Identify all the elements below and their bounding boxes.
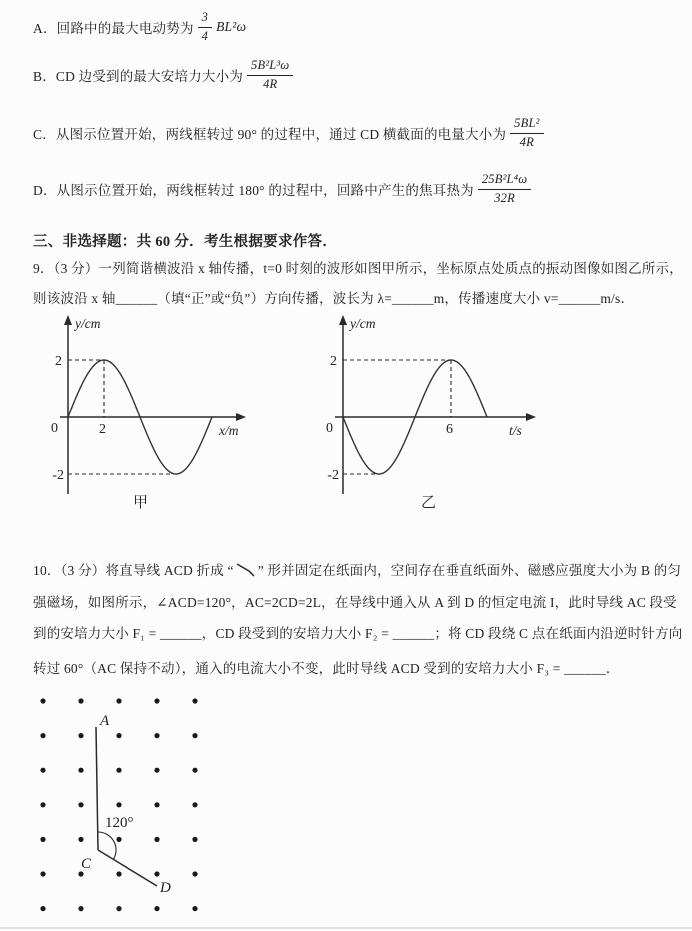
fraction xyxy=(198,10,212,44)
field-dot xyxy=(154,698,159,703)
fraction-numerator: 5B²L³ω xyxy=(247,58,293,76)
angle-value-label: 120° xyxy=(105,815,134,831)
field-dot xyxy=(40,802,45,807)
question9-line2: 则该波沿 x 轴______（填“正”或“负”）方向传播，波长为 λ=______m，传播速度大小 v=______m/s． xyxy=(33,291,635,306)
option-d-text: D．从图示位置开始，两线框转过 180° 的过程中，回路中产生的焦耳热为 xyxy=(33,183,474,199)
field-dot xyxy=(40,837,45,842)
field-dot xyxy=(154,871,159,876)
wave-graph-jia xyxy=(33,312,308,512)
origin-tick: 0 xyxy=(326,421,333,436)
field-dot xyxy=(40,733,45,738)
fraction xyxy=(510,116,543,150)
graph-caption-yi: 乙 xyxy=(421,495,437,511)
y-tick-neg2: -2 xyxy=(52,468,64,483)
option-a-text: A．回路中的最大电动势为 xyxy=(33,21,194,37)
question10-line4: 转过 60°（AC 保持不动），通入的电流大小不变，此时导线 ACD 受到的安培力大小 F₃ = ______． xyxy=(33,661,620,676)
field-dot xyxy=(78,906,83,911)
x-tick-2: 2 xyxy=(99,422,106,437)
question9-line1: 9．（3 分）一列简谐横波沿 x 轴传播，t=0 时刻的波形如图甲所示，坐标原点处质点的振动图像如图乙所示， xyxy=(33,261,683,276)
field-dot xyxy=(116,768,121,773)
field-dot xyxy=(154,837,159,842)
wave-graph-yi xyxy=(313,312,583,512)
y-axis-label: y/cm xyxy=(350,316,376,331)
x-tick-6: 6 xyxy=(446,422,453,437)
x-axis-label: x/m xyxy=(219,423,239,438)
graph-caption-jia: 甲 xyxy=(133,495,149,511)
field-dot xyxy=(192,871,197,876)
bent-wire-icon xyxy=(236,563,256,577)
point-d-label: D xyxy=(160,880,171,896)
point-a-label: A xyxy=(100,713,110,729)
field-dot xyxy=(116,698,121,703)
field-dot xyxy=(78,733,83,738)
option-d-row xyxy=(33,172,535,206)
question10-line1-pre: 10．（3 分）将直导线 ACD 折成 “ xyxy=(33,563,234,578)
option-b-row xyxy=(33,58,297,92)
x-axis-label: t/s xyxy=(509,423,522,438)
field-dot xyxy=(154,802,159,807)
field-dot xyxy=(116,837,121,842)
fraction xyxy=(247,58,293,92)
y-tick-neg2: -2 xyxy=(327,468,339,483)
field-dot xyxy=(116,906,121,911)
fraction-denominator: 4R xyxy=(263,76,278,91)
scan-edge-line xyxy=(0,927,692,929)
field-dot xyxy=(192,733,197,738)
question10-line1 xyxy=(33,559,681,579)
field-dot xyxy=(154,768,159,773)
field-dot xyxy=(192,906,197,911)
field-dot xyxy=(116,733,121,738)
y-tick-2: 2 xyxy=(55,354,62,369)
field-dot xyxy=(78,768,83,773)
field-dot-grid xyxy=(40,698,197,911)
field-dot xyxy=(40,906,45,911)
magnetic-field-diagram xyxy=(25,686,230,930)
y-tick-2: 2 xyxy=(330,354,337,369)
field-dot xyxy=(192,837,197,842)
section-header: 三、非选择题：共 60 分．考生根据要求作答． xyxy=(33,234,338,250)
question10-line1-post: ” 形并固定在纸面内，空间存在垂直纸面外、磁感应强度大小为 B 的匀 xyxy=(257,563,682,578)
fraction xyxy=(478,172,531,206)
x-axis-arrow-icon xyxy=(236,413,246,421)
field-dot xyxy=(192,768,197,773)
field-dot xyxy=(78,698,83,703)
field-dot xyxy=(40,871,45,876)
fraction-denominator: 4R xyxy=(519,134,534,149)
option-b-text: B．CD 边受到的最大安培力大小为 xyxy=(33,69,244,85)
option-a-row xyxy=(33,10,246,44)
field-dot xyxy=(116,871,121,876)
fraction-numerator: 5BL² xyxy=(510,116,543,134)
x-axis-arrow-icon xyxy=(526,413,536,421)
fraction-numerator: 3 xyxy=(198,10,212,28)
question10-line3: 到的安培力大小 F₁ = ______，CD 段受到的安培力大小 F₂ = ______；将 CD 段绕 C 点在纸面内沿逆时针方向 xyxy=(33,626,683,641)
field-dot xyxy=(40,698,45,703)
point-c-label: C xyxy=(81,856,92,872)
field-dot xyxy=(192,802,197,807)
field-dot xyxy=(154,906,159,911)
field-dot xyxy=(78,871,83,876)
fraction-denominator: 4 xyxy=(201,28,209,43)
origin-tick: 0 xyxy=(51,421,58,436)
field-dot xyxy=(78,837,83,842)
fraction-denominator: 32R xyxy=(494,190,515,205)
field-dot xyxy=(154,733,159,738)
wire-segment-cd xyxy=(98,850,157,886)
field-dot xyxy=(78,802,83,807)
option-c-text: C．从图示位置开始，两线框转过 90° 的过程中，通过 CD 横截面的电量大小为 xyxy=(33,127,507,143)
y-axis-arrow-icon xyxy=(64,315,72,325)
question10-line2: 强磁场，如图所示，∠ACD=120°，AC=2CD=2L，在导线中通入从 A 到 D 的恒定电流 I，此时导线 AC 段受 xyxy=(33,595,677,610)
fraction-numerator: 25B²L⁴ω xyxy=(478,172,531,190)
y-axis-label: y/cm xyxy=(75,316,101,331)
option-a-formula-tail: BL²ω xyxy=(216,19,247,35)
option-c-row xyxy=(33,116,548,150)
field-dot xyxy=(116,802,121,807)
field-dot xyxy=(40,768,45,773)
y-axis-arrow-icon xyxy=(339,315,347,325)
field-dot xyxy=(192,698,197,703)
